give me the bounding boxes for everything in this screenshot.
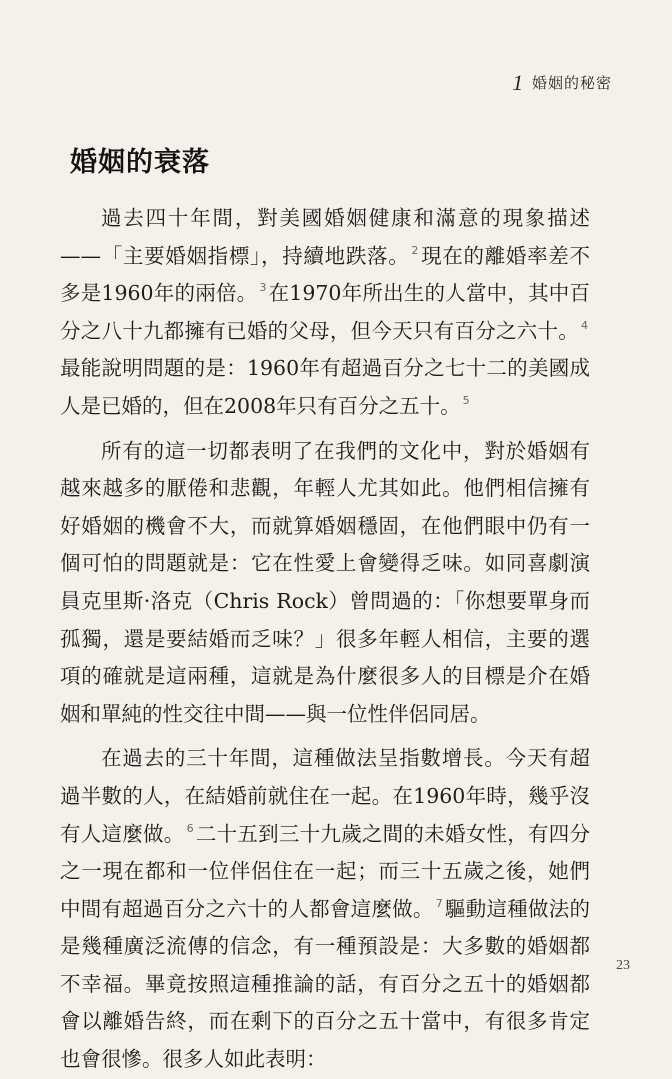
text-run: 所有的這一切都表明了在我們的文化中，對於婚姻有越來越多的厭倦和悲觀，年輕人尤其如此。他們相信擁有好婚姻的機會不大，而就算婚姻穩固，在他們眼中仍有一個可怕的問題就是：它在性愛上會變得乏味。如同喜劇演員克里斯·洛克（Chris Rock）曾問過的：「你想要單身而孤獨，還是要結婚而乏味？」很多年輕人相信，主要的選項的確就是這兩種，這就是為什麼很多人的目標是介在婚姻和單純的性交往中間——與一位性伴侶同居。	[60, 438, 590, 726]
text-run: 二十五到三十九歲之間的未婚女性，有四分之一現在都和一位伴侶住在一起；而三十五歲之後，她們中間有超過百分之六十的人都會這麼做。	[60, 821, 591, 921]
text-run: 驅動這種做法的是幾種廣泛流傳的信念，有一種預設是：大多數的婚姻都不幸福。畢竟按照這種推論的話，有百分之五十的婚姻都會以離婚告終，而在剩下的百分之五十當中，有很多肯定也會很慘。很多人如此表明：	[60, 896, 591, 1072]
paragraph	[60, 433, 590, 734]
text-run: 最能說明問題的是：1960年有超過百分之七十二的美國成人是已婚的，但在2008年只有百分之五十。	[60, 356, 590, 418]
footnote-marker: 3	[259, 281, 267, 295]
section-title: 婚姻的衰落	[70, 147, 210, 178]
page-number: 23	[616, 958, 630, 973]
footnote-marker: 7	[435, 896, 443, 910]
paragraph	[60, 200, 590, 426]
body-text	[60, 200, 590, 1079]
text-run: 在1970年所出生的人當中，其中百分之八十九都擁有已婚的父母，但今天只有百分之六十。	[60, 281, 591, 343]
text-run: 過去四十年間，對美國婚姻健康和滿意的現象描述——「主要婚姻指標」，持續地跌落。	[60, 206, 590, 268]
running-header	[512, 70, 612, 96]
footnote-marker: 4	[581, 318, 588, 332]
footnote-marker: 5	[462, 393, 470, 407]
running-header-title: 婚姻的秘密	[531, 74, 612, 92]
footnote-marker: 2	[411, 243, 419, 257]
text-run: 在過去的三十年間，這種做法呈指數增長。今天有超過半數的人，在結婚前就住在一起。在1960年時，幾乎沒有人這麼做。	[60, 746, 590, 846]
paragraph	[60, 740, 590, 1078]
text-run: 現在的離婚率差不多是1960年的兩倍。	[60, 243, 591, 306]
chapter-number: 1	[512, 70, 525, 95]
footnote-marker: 6	[186, 821, 194, 835]
